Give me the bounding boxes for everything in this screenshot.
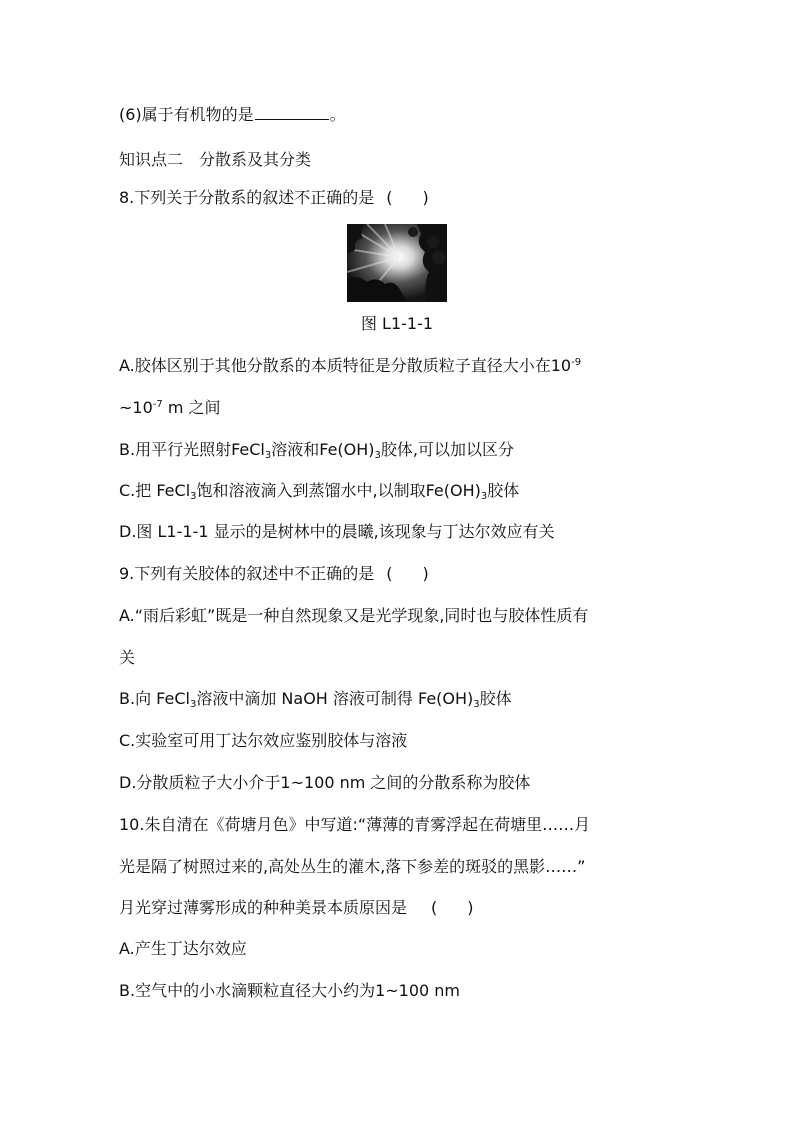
q9-option-a-line1[interactable]: A.“雨后彩虹”既是一种自然现象又是光学现象,同时也与胶体性质有: [119, 606, 589, 625]
subscript: 3: [189, 699, 197, 710]
q8-option-c[interactable]: [119, 480, 694, 502]
q9-option-d[interactable]: D.分散质粒子大小介于1~100 nm 之间的分散系称为胶体: [119, 773, 531, 792]
q9-option-b[interactable]: [119, 688, 694, 710]
answer-blank[interactable]: [255, 105, 329, 120]
paren-close: ): [467, 898, 474, 917]
subscript: 3: [374, 450, 381, 461]
paren-open: (: [386, 188, 393, 207]
q9-option-a-line2: 关: [119, 648, 136, 667]
subscript: 3: [473, 699, 480, 710]
q7-item-6: [119, 104, 694, 126]
q8-option-b-text3: 胶体,可以加以区分: [380, 440, 514, 459]
q8-option-b-text: B.用平行光照射FeCl: [119, 440, 265, 459]
q8-option-a-text2: ~10: [119, 398, 153, 417]
q8-option-c-text2: 饱和溶液滴入到蒸馏水中,以制取Fe(OH): [196, 481, 481, 500]
q10-option-a[interactable]: A.产生丁达尔效应: [119, 939, 247, 958]
forest-light-photo: [347, 224, 447, 302]
answer-parens[interactable]: [431, 897, 474, 919]
q10-option-b[interactable]: B.空气中的小水滴颗粒直径大小约为1~100 nm: [119, 981, 461, 1000]
subscript: 3: [480, 491, 488, 502]
exponent: -7: [152, 399, 163, 410]
section-heading: 知识点二 分散系及其分类: [119, 150, 312, 169]
answer-parens[interactable]: [386, 563, 429, 585]
q7-item-6-end: 。: [329, 105, 346, 124]
q8-option-c-text: C.把 FeCl: [119, 481, 191, 500]
q8-stem-text: 8.下列关于分散系的叙述不正确的是: [119, 188, 375, 207]
q8-option-c-text3: 胶体: [487, 481, 520, 500]
subscript: 3: [190, 491, 197, 502]
figure-caption: 图 L1-1-1: [360, 314, 434, 333]
q9-option-b-text: B.向 FeCl: [119, 689, 190, 708]
q7-item-6-text: (6)属于有机物的是: [119, 105, 254, 124]
paren-open: (: [431, 898, 438, 917]
q9-stem: [119, 563, 694, 585]
q8-option-a-text3: m 之间: [162, 398, 221, 417]
q8-stem: [119, 187, 694, 209]
q9-option-c[interactable]: C.实验室可用丁达尔效应鉴别胶体与溶液: [119, 731, 408, 750]
q10-stem-text: 月光穿过薄雾形成的种种美景本质原因是: [119, 898, 408, 917]
q8-option-a-text: A.胶体区别于其他分散系的本质特征是分散质粒子直径大小在10: [119, 356, 572, 375]
q8-option-b-text2: 溶液和Fe(OH): [271, 440, 375, 459]
paren-open: (: [386, 564, 393, 583]
answer-parens[interactable]: [386, 187, 429, 209]
q9-option-b-text3: 胶体: [479, 689, 512, 708]
q8-option-a-line2: [119, 397, 694, 419]
subscript: 3: [264, 450, 272, 461]
paren-close: ): [422, 188, 429, 207]
q8-option-b[interactable]: [119, 439, 694, 461]
q10-stem-line3: [119, 897, 694, 919]
exponent: -9: [571, 357, 582, 368]
q10-stem-line2: 光是隔了树照过来的,高处丛生的灌木,落下参差的斑驳的黑影……”: [119, 857, 586, 876]
q9-option-b-text2: 溶液中滴加 NaOH 溶液可制得 Fe(OH): [196, 689, 474, 708]
q10-stem-line1: 10.朱自清在《荷塘月色》中写道:“薄薄的青雾浮起在荷塘里……月: [119, 815, 591, 834]
paren-close: ): [422, 564, 429, 583]
q8-option-d[interactable]: D.图 L1-1-1 显示的是树林中的晨曦,该现象与丁达尔效应有关: [119, 522, 555, 541]
q8-option-a-line1[interactable]: [119, 355, 694, 377]
q9-stem-text: 9.下列有关胶体的叙述中不正确的是: [119, 564, 375, 583]
